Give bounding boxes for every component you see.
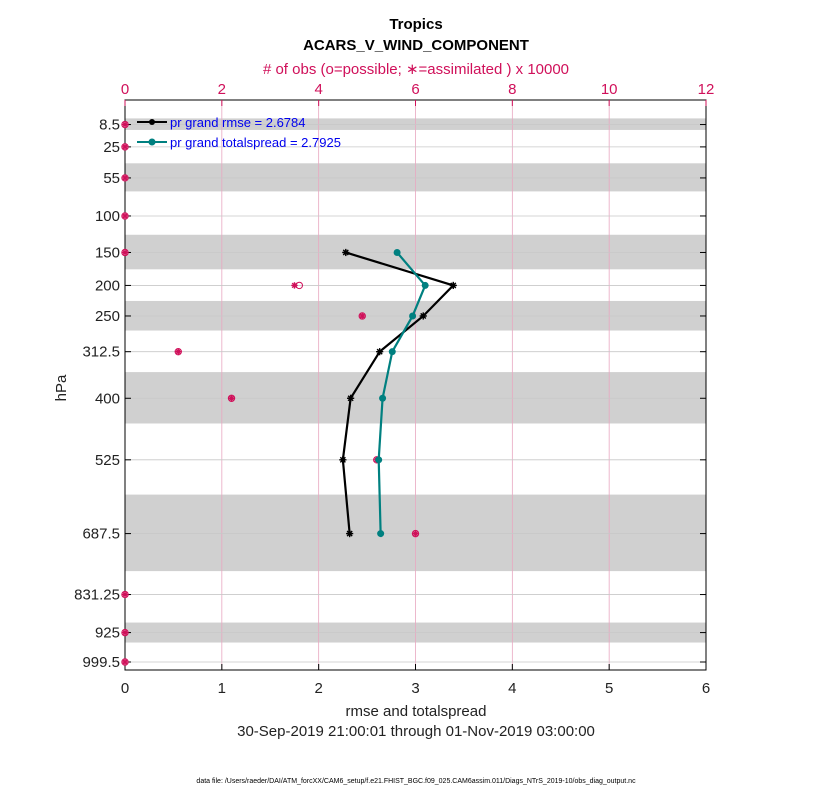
footer-data-file: data file: /Users/raeder/DAI/ATM_forcXX/CAM6_setup/f.e21.FHIST_BGC.f09_025.CAM6assim.011/Diags_NTrS_2019-10/obs_diag_output.nc [196, 778, 636, 785]
y-tick-label: 25 [103, 138, 120, 156]
legend-spread-marker [149, 139, 156, 146]
top-tick-label: 10 [600, 81, 618, 98]
y-tick-label: 400 [94, 390, 120, 408]
series-1-point [409, 312, 416, 319]
y-tick-label: 8.5 [99, 116, 120, 134]
obs-assimilated-marker [122, 629, 128, 635]
legend-rmse-marker [149, 119, 155, 125]
x-tick-label: 1 [217, 680, 227, 697]
top-tick-label: 6 [411, 81, 420, 98]
y-tick-label: 250 [94, 307, 120, 325]
y-tick-label: 687.5 [82, 525, 120, 543]
y-tick-label: 525 [94, 451, 120, 469]
top-tick-label: 0 [120, 81, 130, 98]
x-tick-label: 4 [508, 680, 517, 697]
obs-assimilated-marker [291, 282, 297, 288]
y-tick-label: 831.25 [74, 586, 120, 604]
y-tick-label: 55 [103, 169, 120, 187]
series-0-point-star [347, 395, 354, 402]
series-0-point-star [420, 312, 427, 319]
legend-rmse-label: pr grand rmse = 2.6784 [170, 115, 306, 130]
x-tick-label: 2 [314, 680, 323, 697]
x-tick-label: 5 [604, 680, 614, 697]
obs-assimilated-marker [122, 213, 128, 219]
top-tick-label: 4 [314, 81, 323, 98]
series-1-point [389, 348, 396, 355]
series-0-point-star [450, 282, 457, 289]
series-1-point [375, 456, 382, 463]
top-axis-label: # of obs (o=possible; ∗=assimilated ) x 10000 [262, 61, 570, 78]
top-tick-label: 8 [508, 81, 517, 98]
obs-assimilated-marker [412, 530, 418, 536]
y-tick-label: 999.5 [82, 654, 120, 672]
y-tick-label: 200 [94, 277, 120, 295]
y-tick-label: 100 [94, 207, 120, 225]
series-1-point [379, 395, 386, 402]
x-tick-label: 0 [120, 680, 130, 697]
series-1-point [394, 249, 401, 256]
chart-title: Tropics [389, 16, 443, 33]
series-1-point [422, 282, 429, 289]
y-tick-label: 925 [94, 624, 120, 642]
obs-assimilated-marker [122, 591, 128, 597]
legend-spread-label: pr grand totalspread = 2.7925 [170, 135, 341, 150]
obs-assimilated-marker [122, 659, 128, 665]
date-range-label: 30-Sep-2019 21:00:01 through 01-Nov-2019 03:00:00 [237, 723, 595, 740]
x-tick-label: 6 [701, 680, 711, 697]
obs-assimilated-marker [122, 121, 128, 127]
top-tick-label: 2 [217, 81, 227, 98]
obs-assimilated-marker [228, 395, 234, 401]
obs-assimilated-marker [359, 313, 365, 319]
obs-assimilated-marker [122, 175, 128, 181]
y-tick-label: 150 [94, 244, 120, 262]
x-axis-label: rmse and totalspread [345, 703, 487, 720]
series-0-point-star [342, 249, 349, 256]
series-0-point-star [376, 348, 383, 355]
y-axis-label: hPa [53, 374, 70, 402]
top-tick-label: 12 [697, 81, 715, 98]
series-0-point-star [346, 530, 353, 537]
obs-assimilated-marker [175, 348, 181, 354]
obs-assimilated-marker [122, 144, 128, 150]
series-0-point-star [339, 456, 346, 463]
y-tick-label: 312.5 [82, 343, 120, 361]
x-tick-label: 3 [411, 680, 420, 697]
chart-subtitle: ACARS_V_WIND_COMPONENT [303, 37, 529, 54]
obs-assimilated-marker [122, 249, 128, 255]
series-1-point [377, 530, 384, 537]
